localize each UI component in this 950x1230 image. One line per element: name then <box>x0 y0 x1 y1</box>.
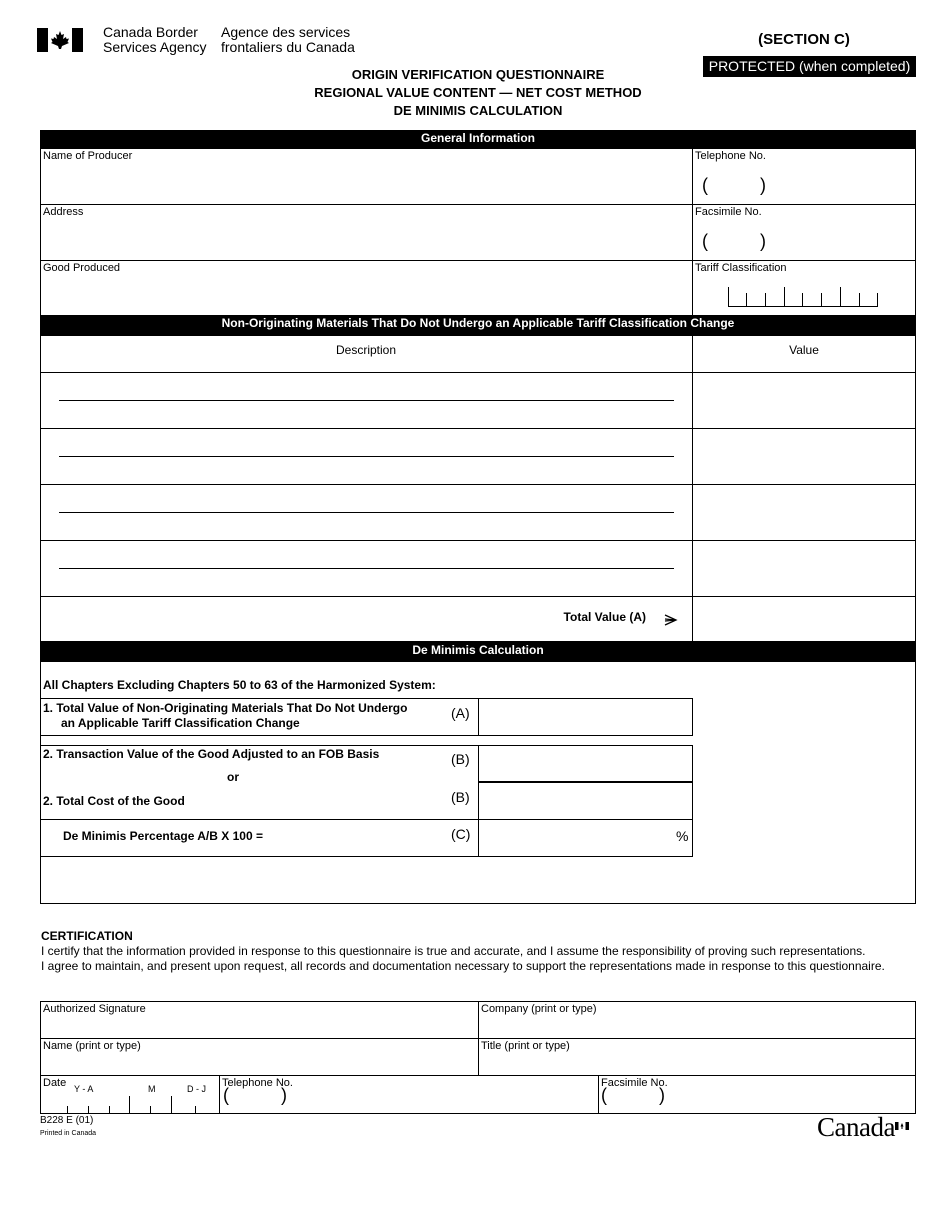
signature-telephone-field[interactable] <box>220 1076 598 1114</box>
title-field[interactable] <box>479 1039 915 1075</box>
material-value-4[interactable] <box>693 541 915 596</box>
item2a-label: 2. Transaction Value of the Good Adjusted to an FOB Basis <box>43 747 380 761</box>
signature-telephone-label: Telephone No. <box>222 1077 293 1089</box>
telephone-paren-open: ( <box>702 175 708 195</box>
percent-sign: % <box>676 828 689 844</box>
certification-line1: I certify that the information provided in response to this questionnaire is true and accurate, and I assume the responsibility of proving such representations. <box>41 944 866 958</box>
materials-heading: Non-Originating Materials That Do Not Undergo an Applicable Tariff Classification Change <box>40 316 916 335</box>
agency-name-french <box>221 25 355 55</box>
arrow-right-icon <box>664 613 678 631</box>
total-value-label: Total Value (A) <box>563 610 646 624</box>
description-underline <box>59 456 674 457</box>
item1-code: (A) <box>451 705 470 721</box>
description-underline <box>59 568 674 569</box>
canada-wordmark <box>817 1112 895 1143</box>
chapters-note: All Chapters Excluding Chapters 50 to 63 of the Harmonized System: <box>43 678 436 692</box>
producer-label: Name of Producer <box>43 150 133 162</box>
item1-label <box>43 701 407 731</box>
protected-badge: PROTECTED (when completed) <box>703 56 916 77</box>
item2b-code: (B) <box>451 789 470 805</box>
signature-fax-paren-close: ) <box>659 1085 665 1105</box>
fax-field[interactable] <box>693 205 915 260</box>
description-underline <box>59 400 674 401</box>
name-label: Name (print or type) <box>43 1040 141 1052</box>
signature-telephone-paren-close: ) <box>281 1085 287 1105</box>
material-description-2[interactable] <box>41 429 691 484</box>
agency-name-english <box>103 25 207 55</box>
date-digit-ticks <box>67 1094 219 1114</box>
year-label: Y - A <box>74 1084 94 1094</box>
fax-paren-close: ) <box>760 231 766 251</box>
agency-en-line1: Canada Border <box>103 24 198 40</box>
title-line2: REGIONAL VALUE CONTENT — NET COST METHOD <box>314 85 642 100</box>
canada-wordmark-text: Canada <box>817 1112 895 1142</box>
tariff-digit-ticks <box>728 287 878 307</box>
signature-fax-paren-open: ( <box>601 1085 607 1105</box>
item2b-value-field[interactable] <box>479 784 692 819</box>
signature-telephone-paren-open: ( <box>223 1085 229 1105</box>
certification-heading: CERTIFICATION <box>41 929 133 943</box>
agency-fr-line2: frontaliers du Canada <box>221 39 355 55</box>
government-flag-logo <box>37 28 83 52</box>
wordmark-flag-icon <box>895 1117 909 1135</box>
title-line3: DE MINIMIS CALCULATION <box>393 103 563 118</box>
agency-fr-line1: Agence des services <box>221 24 351 40</box>
title-line1: ORIGIN VERIFICATION QUESTIONNAIRE <box>351 67 605 82</box>
good-produced-label: Good Produced <box>43 262 121 274</box>
item1-line2: an Applicable Tariff Classification Change <box>61 716 300 730</box>
printed-in-canada: Printed in Canada <box>40 1130 97 1137</box>
item1-value-field[interactable] <box>479 699 692 735</box>
description-underline <box>59 512 674 513</box>
item2-value-split <box>478 781 693 783</box>
telephone-label: Telephone No. <box>695 150 766 162</box>
name-field[interactable] <box>41 1039 477 1075</box>
form-number: B228 E (01) <box>40 1115 94 1126</box>
item2a-code: (B) <box>451 751 470 767</box>
item2b-label: 2. Total Cost of the Good <box>43 794 185 808</box>
telephone-paren-close: ) <box>760 175 766 195</box>
value-column-header: Value <box>789 343 819 357</box>
form-title <box>0 66 950 120</box>
percentage-code: (C) <box>451 826 471 842</box>
address-label: Address <box>43 206 84 218</box>
item2a-value-field[interactable] <box>479 746 692 780</box>
material-value-2[interactable] <box>693 429 915 484</box>
percentage-label: De Minimis Percentage A/B X 100 = <box>63 829 263 843</box>
company-field[interactable] <box>479 1002 915 1038</box>
authorized-signature-label: Authorized Signature <box>43 1003 146 1015</box>
total-value-field[interactable] <box>693 597 915 641</box>
tariff-classification-field[interactable] <box>693 261 915 316</box>
section-label: (SECTION C) <box>758 31 850 48</box>
item1-line1: 1. Total Value of Non-Originating Materials That Do Not Undergo <box>43 701 408 715</box>
certification-line2: I agree to maintain, and present upon request, all records and documentation necessary to support the representations made in response to this questionnaire. <box>41 959 885 973</box>
material-value-1[interactable] <box>693 373 915 428</box>
company-label: Company (print or type) <box>481 1003 597 1015</box>
percentage-value-field[interactable] <box>479 820 692 856</box>
deminimis-heading: De Minimis Calculation <box>40 642 916 661</box>
title-label: Title (print or type) <box>481 1040 570 1052</box>
material-description-1[interactable] <box>41 373 691 428</box>
or-label: or <box>227 770 239 784</box>
telephone-field[interactable] <box>693 149 915 204</box>
producer-field[interactable] <box>41 149 691 204</box>
good-produced-field[interactable] <box>41 261 691 316</box>
tariff-label: Tariff Classification <box>695 262 787 274</box>
fax-paren-open: ( <box>702 231 708 251</box>
description-column-header: Description <box>335 343 397 357</box>
address-field[interactable] <box>41 205 691 260</box>
signature-fax-field[interactable] <box>599 1076 915 1114</box>
general-info-heading: General Information <box>40 130 916 148</box>
date-field[interactable] <box>41 1076 219 1114</box>
signature-fax-label: Facsimile No. <box>601 1077 668 1089</box>
material-description-4[interactable] <box>41 541 691 596</box>
day-label: D - J <box>187 1084 206 1094</box>
date-label: Date <box>43 1077 67 1089</box>
agency-en-line2: Services Agency <box>103 39 207 55</box>
authorized-signature-field[interactable] <box>41 1002 477 1038</box>
material-value-3[interactable] <box>693 485 915 540</box>
fax-label: Facsimile No. <box>695 206 762 218</box>
month-label: M <box>148 1084 156 1094</box>
material-description-3[interactable] <box>41 485 691 540</box>
